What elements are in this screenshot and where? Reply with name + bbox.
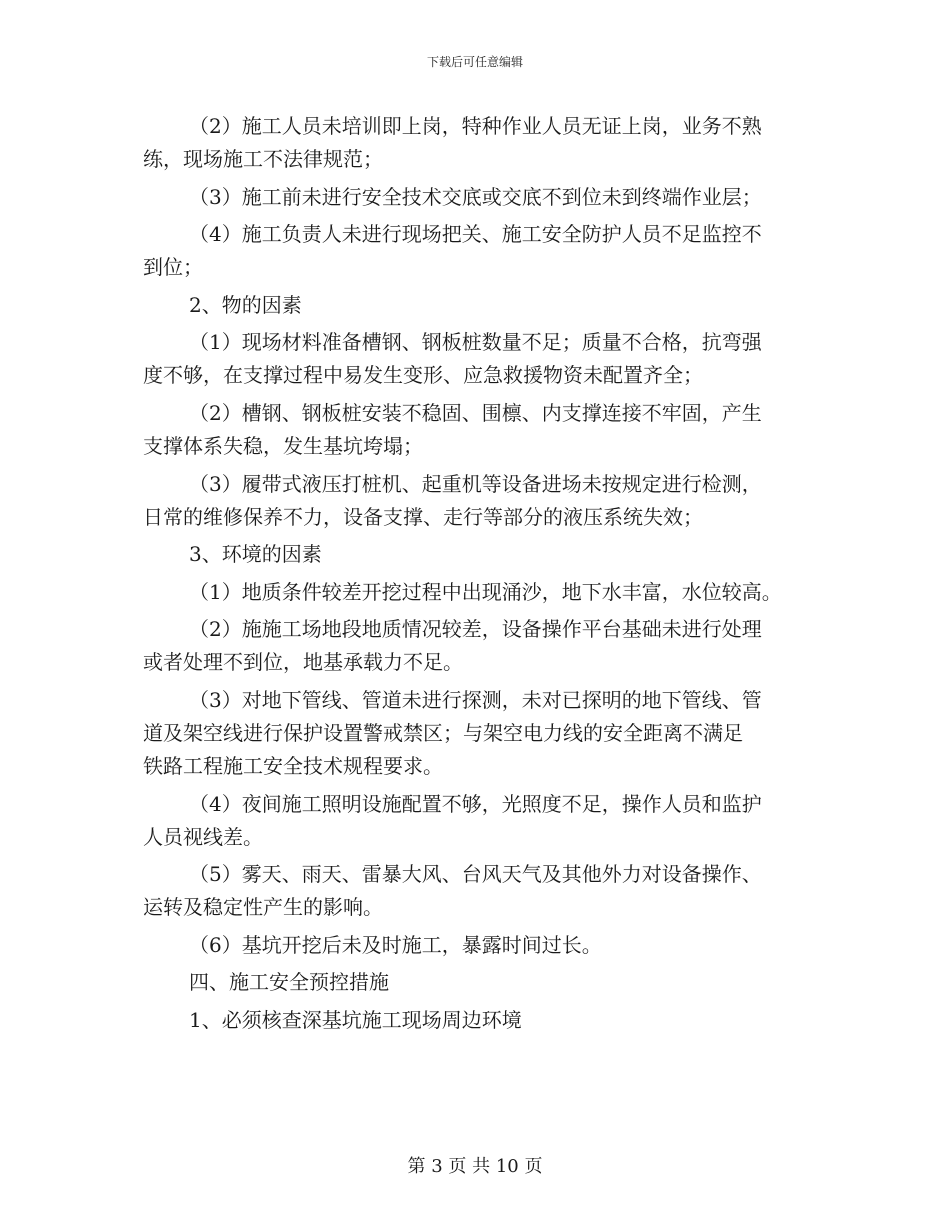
paragraph <box>143 181 823 214</box>
text-line: （6）基坑开挖后未及时施工，暴露时间过长。 <box>189 932 602 957</box>
paragraph <box>143 929 823 962</box>
text-line: 1、必须核查深基坑施工现场周边环境 <box>189 1007 522 1032</box>
text-line: （3）对地下管线、管道未进行探测，未对已探明的地下管线、管 <box>189 687 762 712</box>
text-line: 四、施工安全预控措施 <box>189 970 389 995</box>
text-line: 到位； <box>143 255 203 280</box>
paragraph <box>143 218 823 284</box>
text-line: 日常的维修保养不力，设备支撑、走行等部分的液压系统失效； <box>143 504 703 529</box>
text-line: 人员视线差。 <box>143 824 263 849</box>
text-line: （3）履带式液压打桩机、起重机等设备进场未按规定进行检测， <box>189 471 762 496</box>
text-line: 2、物的因素 <box>189 292 302 317</box>
paragraph <box>143 397 823 463</box>
text-line: （3）施工前未进行安全技术交底或交底不到位未到终端作业层； <box>189 184 762 209</box>
text-line: （2）槽钢、钢板桩安装不稳固、围檩、内支撑连接不牢固，产生 <box>189 400 762 425</box>
paragraph <box>143 110 823 176</box>
paragraph <box>143 468 823 534</box>
paragraph <box>143 788 823 854</box>
paragraph <box>143 858 823 924</box>
section-heading <box>143 1004 823 1037</box>
paragraph <box>143 684 823 783</box>
page-header: 下载后可任意编辑 <box>426 55 523 69</box>
text-line: （2）施工人员未培训即上岗，特种作业人员无证上岗，业务不熟 <box>189 114 762 138</box>
text-line: 度不够，在支撑过程中易发生变形、应急救援物资未配置齐全； <box>143 363 703 388</box>
paragraph <box>143 613 823 679</box>
text-line: （4）施工负责人未进行现场把关、施工安全防护人员不足监控不 <box>189 222 762 247</box>
section-heading <box>143 289 823 322</box>
document-body <box>143 110 823 1037</box>
text-line: 道及架空线进行保护设置警戒禁区；与架空电力线的安全距离不满足 <box>143 720 743 745</box>
text-line: 运转及稳定性产生的影响。 <box>143 895 383 920</box>
text-line: （1）现场材料准备槽钢、钢板桩数量不足；质量不合格，抗弯强 <box>189 330 762 355</box>
page-footer: 第 3 页 共 10 页 <box>407 1156 543 1177</box>
paragraph <box>143 326 823 392</box>
text-line: （1）地质条件较差开挖过程中出现涌沙，地下水丰富，水位较高。 <box>189 579 782 604</box>
section-heading <box>143 538 823 571</box>
section-heading <box>143 966 823 999</box>
text-line: 或者处理不到位，地基承载力不足。 <box>143 650 463 675</box>
text-line: 铁路工程施工安全技术规程要求。 <box>143 753 443 778</box>
paragraph <box>143 576 823 609</box>
text-line: 3、环境的因素 <box>189 542 322 567</box>
text-line: （4）夜间施工照明设施配置不够，光照度不足，操作人员和监护 <box>189 791 762 816</box>
text-line: 支撑体系失稳，发生基坑垮塌； <box>143 433 423 458</box>
text-line: 练，现场施工不法律规范； <box>143 147 383 171</box>
text-line: （2）施施工场地段地质情况较差，设备操作平台基础未进行处理 <box>189 617 762 642</box>
text-line: （5）雾天、雨天、雷暴大风、台风天气及其他外力对设备操作、 <box>189 862 762 887</box>
